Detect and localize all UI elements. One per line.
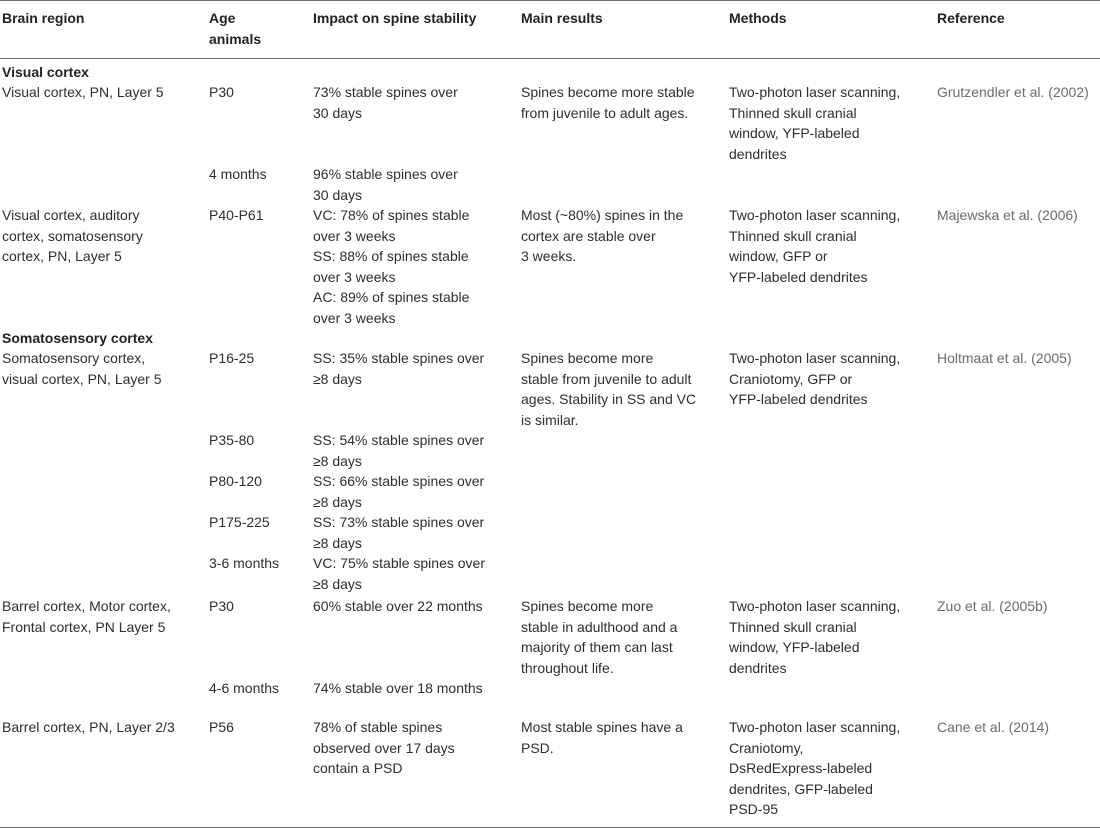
cell-age-line: 4-6 months xyxy=(209,680,280,696)
cell-main-results-line: Spines become more xyxy=(521,598,654,614)
cell-impact-line: SS: 54% stable spines over xyxy=(313,432,485,448)
cell-reference xyxy=(937,717,1049,738)
cell-methods-line: Thinned skull cranial xyxy=(729,618,857,635)
cell-reference-line: Majewska et al. (2006) xyxy=(937,207,1078,223)
cell-impact xyxy=(313,430,484,471)
section-title-line: Visual cortex xyxy=(2,64,89,80)
cell-main-results xyxy=(521,717,683,758)
cell-age xyxy=(209,82,234,103)
cell-impact-line: 96% stable spines over xyxy=(313,166,458,182)
cell-brain-region xyxy=(2,82,164,103)
cell-main-results-line: stable from juvenile to adult xyxy=(521,370,692,387)
cell-main-results-line: ages. Stability in SS and VC xyxy=(521,391,697,407)
cell-methods-line: window, GFP or xyxy=(729,248,828,264)
cell-age xyxy=(209,717,234,738)
cell-age-line: P16-25 xyxy=(209,350,255,366)
section-title xyxy=(2,328,153,349)
cell-brain-region xyxy=(2,717,175,738)
cell-age xyxy=(209,205,263,226)
cell-impact-line: AC: 89% of spines stable xyxy=(313,289,470,305)
table-bottom-rule xyxy=(0,827,1100,828)
cell-brain-region-line: visual cortex, PN, Layer 5 xyxy=(2,370,162,387)
cell-impact-line: SS: 66% stable spines over xyxy=(313,473,485,489)
cell-age-line: 4 months xyxy=(209,166,267,182)
cell-methods xyxy=(729,82,900,164)
cell-main-results xyxy=(521,205,683,267)
cell-impact-line: over 3 weeks xyxy=(313,227,396,244)
header-brain-region: Brain region xyxy=(2,10,85,26)
cell-impact-line: SS: 73% stable spines over xyxy=(313,514,485,530)
cell-methods-line: Two-photon laser scanning, xyxy=(729,719,901,735)
cell-main-results xyxy=(521,596,677,678)
cell-impact xyxy=(313,678,483,699)
section-title-line: Somatosensory cortex xyxy=(2,330,153,346)
cell-methods-line: YFP-labeled dendrites xyxy=(729,268,868,285)
header-main-results: Main results xyxy=(521,10,603,26)
cell-impact-line: VC: 78% of spines stable xyxy=(313,207,470,223)
cell-methods-line: Craniotomy, xyxy=(729,739,804,756)
cell-methods-line: Two-photon laser scanning, xyxy=(729,207,901,223)
header-bottom-rule xyxy=(0,58,1100,59)
table-top-rule xyxy=(0,0,1100,1)
cell-main-results-line: Most (~80%) spines in the xyxy=(521,207,684,223)
cell-reference-line: Holtmaat et al. (2005) xyxy=(937,350,1072,366)
cell-methods-line: Thinned skull cranial xyxy=(729,227,857,244)
cell-impact xyxy=(313,512,484,553)
cell-age xyxy=(209,164,267,185)
cell-main-results-line: Spines become more xyxy=(521,350,654,366)
cell-impact xyxy=(313,348,484,389)
cell-age-line: P30 xyxy=(209,598,234,614)
cell-main-results xyxy=(521,348,696,430)
cell-main-results xyxy=(521,82,695,123)
cell-methods-line: Two-photon laser scanning, xyxy=(729,598,901,614)
cell-methods-line: PSD-95 xyxy=(729,801,779,817)
cell-impact-line: ≥8 days xyxy=(313,452,362,469)
header-age-animals xyxy=(209,8,261,49)
cell-impact xyxy=(313,596,483,617)
cell-reference xyxy=(937,348,1072,369)
header-age-line-2: animals xyxy=(209,30,262,47)
header-methods: Methods xyxy=(729,10,787,26)
cell-methods-line: dendrites, GFP-labeled xyxy=(729,780,873,797)
cell-age-line: P30 xyxy=(209,84,234,100)
cell-methods-line: dendrites xyxy=(729,145,787,162)
cell-impact xyxy=(313,82,458,123)
cell-impact-line: SS: 35% stable spines over xyxy=(313,350,485,366)
cell-reference-line: Grutzendler et al. (2002) xyxy=(937,84,1089,100)
cell-main-results-line: cortex are stable over xyxy=(521,227,656,244)
cell-reference xyxy=(937,205,1078,226)
cell-impact-line: ≥8 days xyxy=(313,575,362,592)
cell-main-results-line: throughout life. xyxy=(521,659,614,676)
cell-age-line: P35-80 xyxy=(209,432,255,448)
cell-impact xyxy=(313,471,484,512)
cell-reference-line: Cane et al. (2014) xyxy=(937,719,1050,735)
cell-methods-line: Craniotomy, GFP or xyxy=(729,370,853,387)
cell-brain-region-line: Barrel cortex, PN, Layer 2/3 xyxy=(2,719,175,735)
cell-methods-line: Thinned skull cranial xyxy=(729,104,857,121)
cell-main-results-line: 3 weeks. xyxy=(521,248,577,264)
cell-age-line: P175-225 xyxy=(209,514,270,530)
cell-main-results-line: Most stable spines have a xyxy=(521,719,683,735)
cell-brain-region-line: Visual cortex, PN, Layer 5 xyxy=(2,84,164,100)
cell-brain-region xyxy=(2,596,171,637)
cell-main-results-line: PSD. xyxy=(521,739,554,756)
cell-brain-region-line: cortex, somatosensory xyxy=(2,227,143,244)
cell-main-results-line: from juvenile to adult ages. xyxy=(521,104,689,121)
cell-impact xyxy=(313,205,469,328)
cell-methods-line: DsRedExpress-labeled xyxy=(729,760,873,776)
cell-brain-region-line: Barrel cortex, Motor cortex, xyxy=(2,598,171,614)
cell-methods xyxy=(729,596,900,678)
cell-impact-line: VC: 75% stable spines over xyxy=(313,555,485,571)
cell-impact-line: ≥8 days xyxy=(313,370,362,387)
cell-reference xyxy=(937,596,1048,617)
cell-main-results-line: majority of them can last xyxy=(521,639,673,655)
cell-brain-region xyxy=(2,205,143,267)
section-title xyxy=(2,62,89,83)
cell-impact-line: 60% stable over 22 months xyxy=(313,598,483,614)
cell-methods-line: YFP-labeled dendrites xyxy=(729,391,868,407)
cell-impact-line: 30 days xyxy=(313,186,363,203)
cell-impact-line: observed over 17 days xyxy=(313,739,455,756)
cell-main-results-line: is similar. xyxy=(521,411,579,428)
cell-reference xyxy=(937,82,1089,103)
header-reference: Reference xyxy=(937,10,1005,26)
cell-impact-line: SS: 88% of spines stable xyxy=(313,248,469,264)
cell-impact-line: 73% stable spines over xyxy=(313,84,458,100)
cell-methods-line: Two-photon laser scanning, xyxy=(729,84,901,100)
cell-methods xyxy=(729,348,900,410)
cell-age-line: P40-P61 xyxy=(209,207,264,223)
header-impact: Impact on spine stability xyxy=(313,10,477,26)
cell-impact-line: 74% stable over 18 months xyxy=(313,680,483,696)
cell-impact-line: contain a PSD xyxy=(313,760,403,776)
cell-brain-region-line: Somatosensory cortex, xyxy=(2,350,146,366)
cell-brain-region-line: Frontal cortex, PN Layer 5 xyxy=(2,618,166,635)
cell-impact-line: ≥8 days xyxy=(313,493,362,510)
cell-impact-line: over 3 weeks xyxy=(313,268,396,285)
cell-impact-line: 30 days xyxy=(313,104,363,121)
cell-age xyxy=(209,512,270,533)
cell-impact-line: ≥8 days xyxy=(313,534,362,551)
cell-age-line: 3-6 months xyxy=(209,555,280,571)
cell-age xyxy=(209,471,262,492)
cell-age-line: P80-120 xyxy=(209,473,262,489)
cell-impact xyxy=(313,717,455,779)
cell-reference-line: Zuo et al. (2005b) xyxy=(937,598,1048,614)
cell-impact xyxy=(313,553,485,594)
cell-impact xyxy=(313,164,458,205)
cell-impact-line: 78% of stable spines xyxy=(313,719,443,735)
cell-brain-region-line: cortex, PN, Layer 5 xyxy=(2,248,122,264)
cell-age xyxy=(209,596,234,617)
cell-methods-line: dendrites xyxy=(729,659,787,676)
cell-age-line: P56 xyxy=(209,719,234,735)
cell-main-results-line: Spines become more stable xyxy=(521,84,695,100)
cell-age xyxy=(209,553,279,574)
cell-age xyxy=(209,430,254,451)
cell-age xyxy=(209,348,254,369)
cell-brain-region-line: Visual cortex, auditory xyxy=(2,207,140,223)
cell-main-results-line: stable in adulthood and a xyxy=(521,618,678,635)
cell-age xyxy=(209,678,279,699)
cell-methods xyxy=(729,205,900,287)
cell-methods xyxy=(729,717,900,820)
cell-methods-line: Two-photon laser scanning, xyxy=(729,350,901,366)
cell-methods-line: window, YFP-labeled xyxy=(729,125,860,141)
cell-brain-region xyxy=(2,348,162,389)
cell-impact-line: over 3 weeks xyxy=(313,309,396,326)
header-age-line-1: Age xyxy=(209,10,236,26)
cell-methods-line: window, YFP-labeled xyxy=(729,639,860,655)
